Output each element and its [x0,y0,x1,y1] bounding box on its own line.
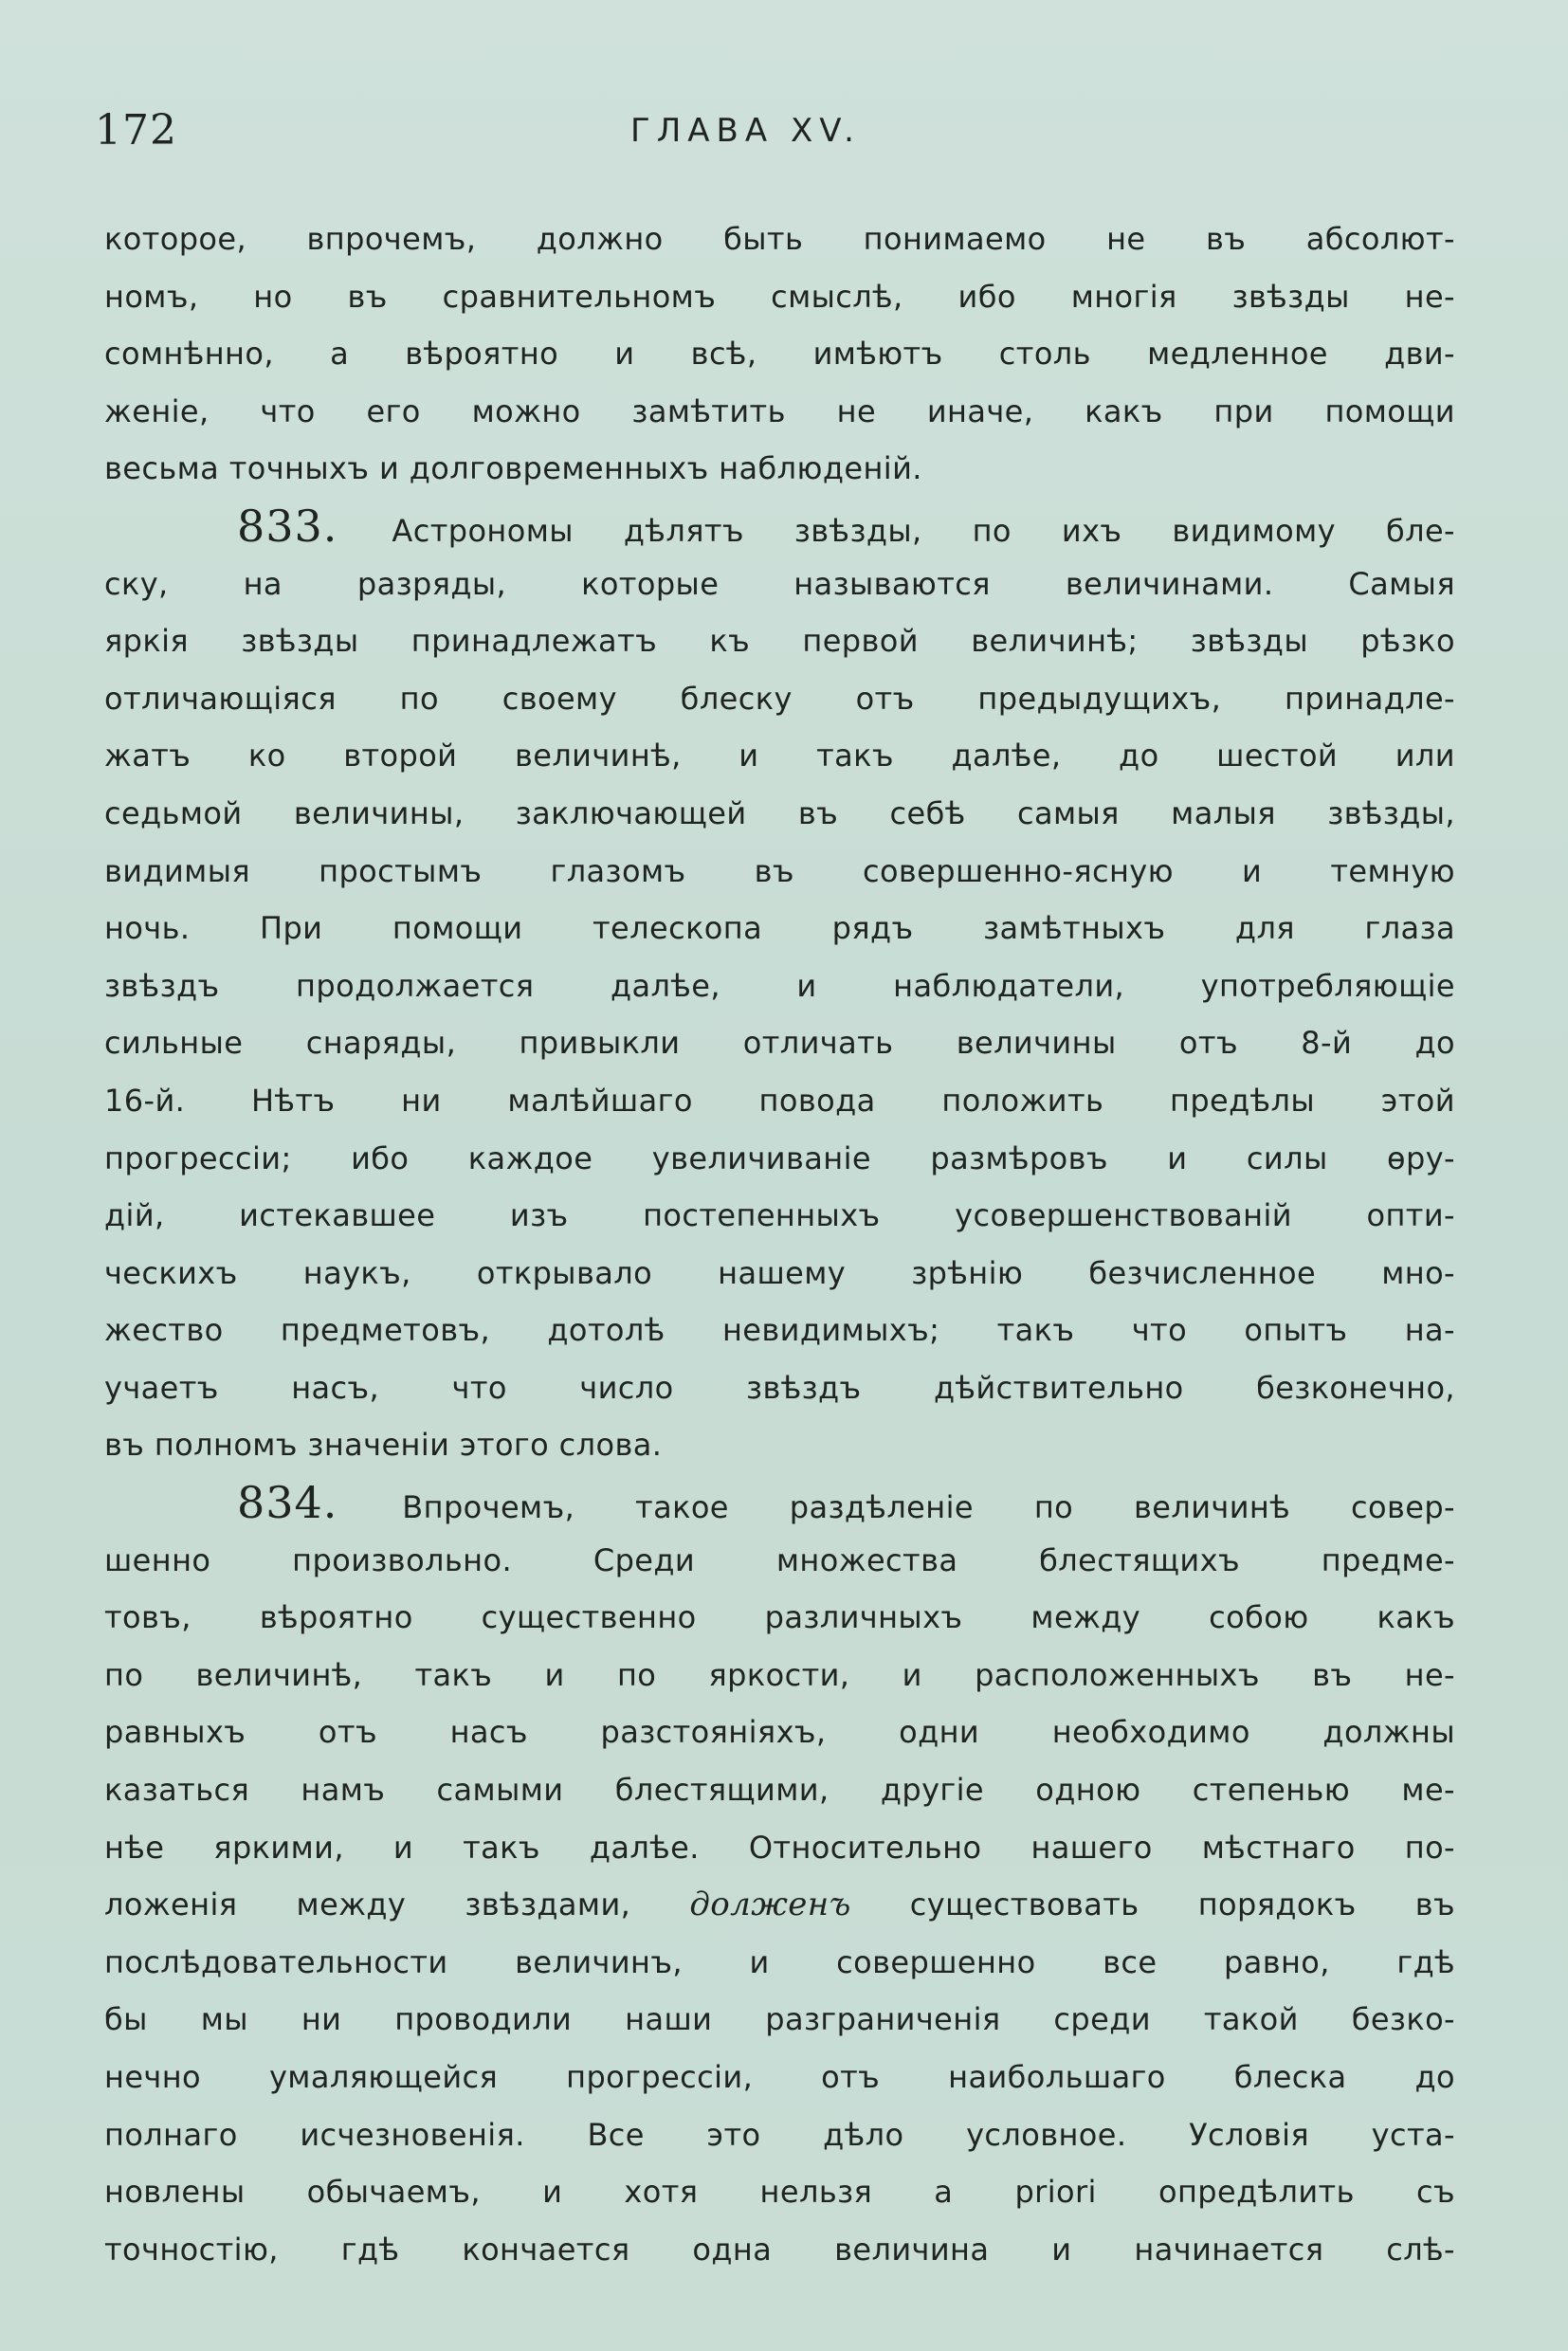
text-line: жество предметовъ, дотолѣ невидимыхъ; такъ что опытъ на- [104,1312,1455,1349]
text-line: звѣздъ продолжается далѣе, и наблюдатели, употребляющіе [104,967,1455,1004]
text-line: ческихъ наукъ, открывало нашему зрѣнію безчисленное мно- [104,1254,1455,1291]
text-line: женіе, что его можно замѣтить не иначе, какъ при помощи [104,392,1455,429]
text-line: отличающіяся по своему блеску отъ предыдущихъ, принадле- [104,680,1455,717]
text-line: равныхъ отъ насъ разстояніяхъ, одни необходимо должны [104,1714,1455,1751]
text-line-with-italic [104,1876,1455,1934]
text-fragment: Астрономы дѣлятъ звѣзды, по ихъ видимому бле- [392,512,1455,549]
running-head: ГЛАВА XV. [630,112,861,150]
text-line: которое, впрочемъ, должно быть понимаемо не въ абсолют- [104,221,1455,257]
text-line: товъ, вѣроятно существенно различныхъ между собою какъ [104,1599,1455,1636]
text-line: бы мы ни проводили наши разграниченія среди такой безко- [104,2001,1455,2038]
text-line: учаетъ насъ, что число звѣздъ дѣйствительно безконечно, [104,1369,1455,1406]
text-fragment: ложенія между звѣздами, [104,1886,631,1923]
text-line: ску, на разряды, которые называются величинами. Самыя [104,565,1455,602]
text-line: ночь. При помощи телескопа рядъ замѣтныхъ для глаза [104,910,1455,947]
text-line: шенно произвольно. Среди множества блестящихъ предме- [104,1541,1455,1578]
paragraph-number: 834. [237,1477,338,1529]
text-line: жатъ ко второй величинѣ, и такъ далѣе, до шестой или [104,738,1455,775]
text-line: сомнѣнно, а вѣроятно и всѣ, имѣютъ столь медленное дви- [104,336,1455,373]
paragraph-834-first-line [104,1474,1455,1532]
paragraph-number: 833. [237,500,338,552]
text-line: новлены обычаемъ, и хотя нельзя a priori опредѣлить съ [104,2174,1455,2211]
text-line: нечно умаляющейся прогрессіи, отъ наибольшаго блеска до [104,2059,1455,2095]
paragraph-833-first-line [104,498,1455,556]
text-line: казаться намъ самыми блестящими, другіе одною степенью ме- [104,1772,1455,1809]
text-line: полнаго исчезновенія. Все это дѣло условное. Условія уста- [104,2116,1455,2153]
text-line: сильные снаряды, привыкли отличать величины отъ 8-й до [104,1025,1455,1062]
text-line: номъ, но въ сравнительномъ смыслѣ, ибо многія звѣзды не- [104,278,1455,315]
text-line: седьмой величины, заключающей въ себѣ самыя малыя звѣзды, [104,794,1455,831]
text-line: въ полномъ значеніи этого слова. [104,1427,663,1464]
text-line: дій, истекавшее изъ постепенныхъ усовершенствованій опти- [104,1197,1455,1234]
body-text [104,210,1455,2278]
text-line: точностію, гдѣ кончается одна величина и начинается слѣ- [104,2231,1455,2268]
text-line: видимыя простымъ глазомъ въ совершенно-ясную и темную [104,852,1455,889]
page-number: 172 [95,106,177,155]
text-fragment: Впрочемъ, такое раздѣленіе по величинѣ совер- [402,1489,1455,1526]
text-line: яркія звѣзды принадлежатъ къ первой величинѣ; звѣзды рѣзко [104,623,1455,660]
text-line: прогрессіи; ибо каждое увеличиваніе размѣровъ и силы ѳру- [104,1139,1455,1176]
page-header [95,106,1479,163]
text-line: 16-й. Нѣтъ ни малѣйшаго повода положить предѣлы этой [104,1082,1455,1119]
text-fragment: существовать порядокъ въ [909,1886,1455,1923]
text-line: весьма точныхъ и долговременныхъ наблюденій. [104,450,922,487]
text-line: нѣе яркими, и такъ далѣе. Относительно нашего мѣстнаго по- [104,1829,1455,1866]
text-line: по величинѣ, такъ и по яркости, и расположенныхъ въ не- [104,1656,1455,1693]
italic-word: долженъ [689,1886,851,1924]
text-line: послѣдовательности величинъ, и совершенно все равно, гдѣ [104,1943,1455,1980]
